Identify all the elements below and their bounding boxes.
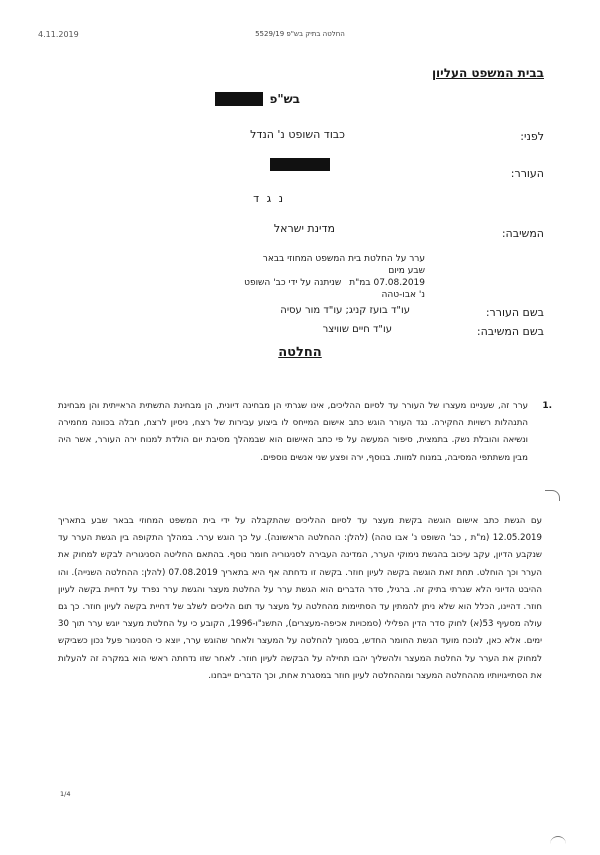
- court-name: בבית המשפט העליון: [431, 66, 544, 80]
- case-type: בש"פ: [269, 92, 300, 106]
- case-reference-header: החלטה בתיק בש"פ 5529/19: [255, 30, 345, 38]
- decision-paragraph-1: ערר זה, שעניינו מעצרו של העורר עד לסיום ההליכים, אינו שגרתי הן מבחינה דיונית, הן מבחינת התשתית הראייתית והן מבחינת התנהלות רשויות החקירה. נגד העורר הוגש כתב אישום המייחס לו ביצוע עבירות של רצח, ניסיון לרצח, חבלה בכוונה מחמירה ונשיאה והובלת נשק. בתמצית, סיפור המעשה על פי כתב האישום הוא שבמהלך מסיבת יום הולדת למנוח ירה העורר, אשר היה מבין משתתפי המסיבה, במנוח למוות. בנוסף, ירה ופצע שני אנשים נוספים.: [58, 401, 528, 463]
- appeal-description: [245, 253, 425, 301]
- decision-title: החלטה: [278, 345, 322, 360]
- appeal-line-3: נ' אבו-טהה: [381, 290, 425, 300]
- redacted-case-number: [215, 92, 263, 106]
- respondent-name: מדינת ישראל: [273, 222, 335, 235]
- decision-paragraph-2: עם הגשת כתב אישום הוגשה בקשת מעצר עד לסיום ההליכים שהתקבלה על ידי בית המשפט המחוזי בבאר שבע בתאריך 12.05.2019 (מ"ת , כב' השופט נ' אבו טהה) (להלן: ההחלטה הראשונה). על כך הוגש ערר. במהלך התקופה בין הגשת הערר עד שנקבע הדיון, עקב עיכוב בהגשת נימוקי הערר, המדינה העבירה לסניגוריה חומר נוסף. בהתאם החליטה הסניגוריה לבקש למחוק את הערר וכך הוחלט. תחת זאת הוגשה בקשה לעיון חוזר. בקשה זו נדחתה אף היא בתאריך 07.08.2019 (להלן: ההחלטה השנייה). והו ההיבט הדיוני הלא שגרתי בתיק זה. ברגיל, סדר הדברים הוא הגשת ערר על החלטת מעצר והגשת ערר נפרד על דחיית בקשה לעיון חוזר. דהיינו, הכלל הוא שלא ניתן להמתין עד הסתיימות מהחלטה על מעצר עד תום הליכים לשלב של דחיית בקשה לעיון חוזר. כך גם עולה מסעיף 53(א) לחוק סדר הדין הפלילי (סמכויות אכיפה-מעצרים), התשנ"ו-1996, הקובע כי על החלטת מעצר יוגש ערר תוך 30 ימים. אלא כאן, לנוכח מועד הגשת החומר החדש, בסמוך להחלטה על המעצר ולאחר שהוגש ערר, יוצא כי הסניגור פעל נכון כשביקש למחוק את הערר על החלטת המעצר ולהשליך יהבו תחילה על הבקשה לעיון חוזר. לאחר שזו נדחתה ראשי הוא במקרה זה להעלות את הסתייגויותיו מההחלטה המעצר ומההחלטה לעיון חוזר במסגרת אחת, וכך הדברים ייבחנו.: [58, 516, 542, 681]
- judge-name: כבוד השופט נ' הנדל: [250, 128, 345, 141]
- respondent-label: המשיבה:: [501, 227, 544, 240]
- appeal-line-2: [245, 277, 425, 289]
- appeal-date-case: 07.08.2019 במ"ת: [349, 278, 425, 288]
- versus-label: נ ג ד: [253, 192, 285, 205]
- scan-mark: [545, 490, 560, 501]
- page-number: 1/4: [60, 790, 71, 798]
- print-date: 4.11.2019: [38, 30, 79, 39]
- scan-mark: [550, 836, 566, 847]
- paragraph-number: 1.: [542, 401, 552, 411]
- appeal-judge-text: שניתנה על ידי כב' השופט: [244, 278, 342, 288]
- respondent-counsel: עו"ד חיים שוויצר: [322, 324, 392, 335]
- case-number-line: [215, 92, 300, 106]
- appellant-counsel-label: בשם העורר:: [485, 306, 544, 319]
- redacted-appellant-name: [270, 158, 330, 171]
- appellant-label: העורר:: [510, 167, 544, 180]
- appeal-line-1: ערר על החלטת בית המשפט המחוזי בבאר שבע מיום: [262, 254, 425, 276]
- respondent-counsel-label: בשם המשיבה:: [476, 325, 544, 338]
- before-label: לפני:: [520, 130, 544, 143]
- appellant-name-redacted: [270, 157, 330, 171]
- appellant-counsel: עו"ד בועז קניג; עו"ד מור עסיה: [280, 305, 410, 316]
